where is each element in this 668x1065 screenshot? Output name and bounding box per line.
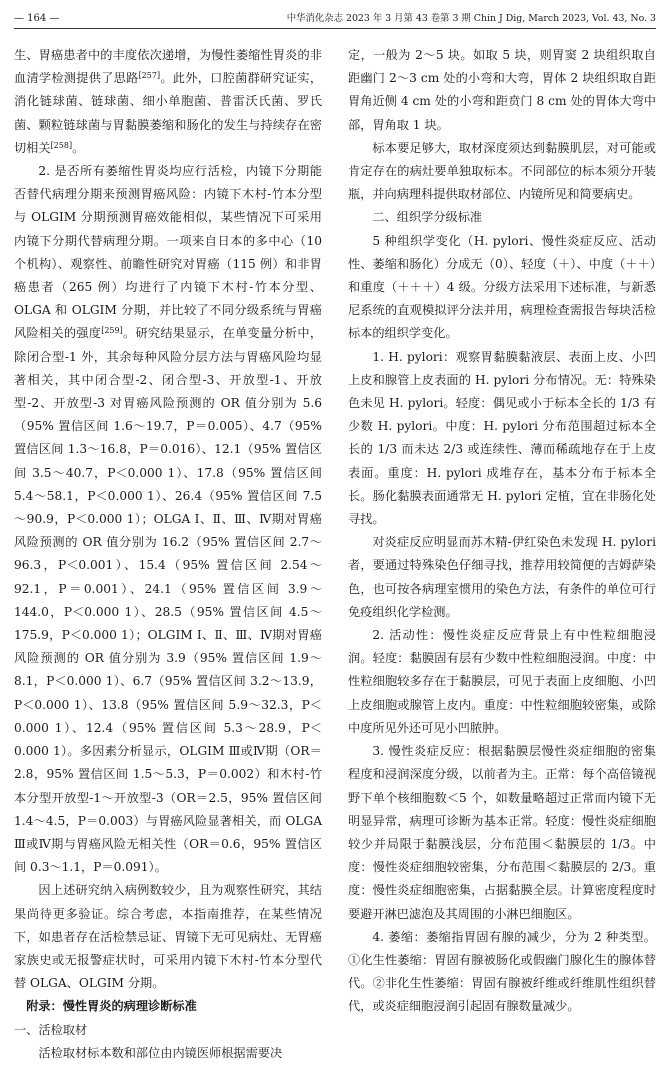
citation: [259] (101, 326, 123, 336)
journal-info: 中华消化杂志 2023 年 3 月第 43 卷第 3 期 Chin J Dig, March 2023, Vol. 43, No. 3 (286, 13, 656, 24)
paragraph: 活检取材标本数和部位由内镜医师根据需要决 (38, 1045, 283, 1060)
paragraph: 2. 是否所有萎缩性胃炎均应行活检，内镜下分期能否替代病理分期来预测胃癌风险：内镜下木村-竹本分型与 OLGIM 分期预测胃癌效能相似，某些情况下可采用内镜下分期代替病理分期。一项来自日本的多中心（10 个机构）、观察性、前瞻性研究对胃癌（115 例）和非胃癌患者（265 例）均进行了内镜下木村-竹本分型、OLGA 和 OLGIM 分期，并比较了不同分级系统与胃癌风险相关的强度[259]。研究结果显示，在单变量分析中，除闭合型-1 外，其余每种风险分层方法与胃癌风险均显著相关，其中闭合型-2、闭合型-3、开放型-1、开放型-2、开放型-3 对胃癌风险预测的 OR 值分别为 5.6（95% 置信区间 1.6～19.7，P＝0.005）、4.7（95% 置信区间 1.3～16.8，P＝0.016）、12.1（95% 置信区间 3.5～40.7，P＜0.000 1）、17.8（95% 置信区间 5.4～58.1，P＜0.000 1）、26.4（95% 置信区间 7.5～90.9，P＜0.000 1）；OLGA Ⅰ、Ⅱ、Ⅲ、Ⅳ期对胃癌风险预测的 OR 值分别为 16.2（95% 置信区间 2.7～96.3，P＜0.001）、15.4（95% 置信区间 2.54～92.1，P＝0.001）、24.1（95% 置信区间 3.9～144.0，P＜0.000 1）、28.5（95% 置信区间 4.5～175.9，P＜0.000 1）；OLGIM Ⅰ、Ⅱ、Ⅲ、Ⅳ期对胃癌风险预测的 OR 值分别为 3.9（95% 置信区间 1.9～8.1，P＜0.000 1）、6.7（95% 置信区间 3.2～13.9，P＜0.000 1）、13.8（95% 置信区间 5.9～32.3，P＜0.000 1）、12.4（95% 置信区间 5.3～28.9，P＜0.000 1）。多因素分析显示，OLGIM Ⅲ或Ⅳ期（OR＝2.8，95% 置信区间 1.5～5.3，P＝0.002）和木村-竹本分型开放型-1～开放型-3（OR＝2.5，95% 置信区间 1.4～4.5，P＝0.003）与胃癌风险显著相关，而 OLGA Ⅲ或Ⅳ期与胃癌风险无相关性（OR＝0.6，95% 置信区间 0.3～1.1，P＝0.091）。 (14, 164, 323, 875)
paragraph: 生、胃癌患者中的丰度依次递增，为慢性萎缩性胃炎的非血清学检测提供了思路[257]。此外，口腔菌群研究证实，消化链球菌、链球菌、细小单胞菌、普雷沃氏菌、罗氏菌、颗粒链球菌与胃黏膜萎缩和肠化的发生与持续存在密切相关[258]。 (14, 48, 323, 155)
paragraph: 定，一般为 2～5 块。如取 5 块，则胃窦 2 块组织取自距幽门 2～3 cm 处的小弯和大弯，胃体 2 块组织取自距胃角近侧 4 cm 处的小弯和距贲门 8 cm 处的胃体大弯中部，胃角取 1 块。 (348, 48, 656, 132)
citation: [258] (50, 140, 73, 150)
page-number: — 164 — (14, 13, 60, 24)
paragraph: 对炎症反应明显而苏木精-伊红染色未发现 H. pylori 者，要通过特殊染色仔细寻找，推荐用较简便的吉姆萨染色，也可按各病理室惯用的染色方法，有条件的单位可行免疫组织化学检测。 (348, 535, 656, 619)
paragraph: 5 种组织学变化（H. pylori、慢性炎症反应、活动性、萎缩和肠化）分成无（0）、轻度（＋）、中度（＋＋）和重度（＋＋＋）4 级。分级方法采用下述标准，与新悉尼系统的直观模拟评分法并用，病理检查需报告每块活检标本的组织学变化。 (348, 233, 656, 341)
paragraph: 2. 活动性：慢性炎症反应背景上有中性粒细胞浸润。轻度：黏膜固有层有少数中性粒细胞浸润。中度：中性粒细胞较多存在于黏膜层，可见于表面上皮细胞、小凹上皮细胞或腺管上皮内。重度：中性粒细胞较密集，或除中度所见外还可见小凹脓肿。 (348, 628, 656, 735)
citation: [257] (138, 71, 161, 81)
section-title: 一、活检取材 (14, 1022, 88, 1037)
paragraph: 1. H. pylori：观察胃黏膜黏液层、表面上皮、小凹上皮和腺管上皮表面的 H. pylori 分布情况。无：特殊染色未见 H. pylori。轻度：偶见或小于标本全长的 1/3 有少数 H. pylori。中度：H. pylori 分布范围超过标本全长的 1/3 而未达 2/3 或连续性、薄而稀疏地存在于上皮表面。重度：H. pylori 成堆存在，基本分布于标本全长。肠化黏膜表面通常无 H. pylori 定植，宜在非肠化处寻找。 (348, 349, 656, 527)
section-title: 二、组织学分级标准 (372, 210, 483, 225)
right-column (348, 44, 656, 1019)
page-header (14, 10, 656, 29)
appendix-title: 附录：慢性胃炎的病理诊断标准 (26, 999, 197, 1014)
paragraph: 4. 萎缩：萎缩指胃固有腺的减少，分为 2 种类型。①化生性萎缩：胃固有腺被肠化或假幽门腺化生的腺体替代。②非化生性萎缩：胃固有腺被纤维或纤维肌性组织替代，或炎症细胞浸润引起固有腺数量减少。 (348, 929, 656, 1014)
paragraph: 因上述研究纳入病例数较少，且为观察性研究，其结果尚待更多验证。综合考虑，本指南推荐，在某些情况下，如患者存在活检禁忌证、胃镜下无可见病灶、无胃癌家族史或无报警症状时，可采用内镜下木村-竹本分型代替 OLGA、OLGIM 分期。 (14, 883, 322, 991)
paragraph: 3. 慢性炎症反应：根据黏膜层慢性炎症细胞的密集程度和浸润深度分级，以前者为主。正常：每个高倍镜视野下单个核细胞数＜5 个，如数量略超过正常而内镜下无明显异常，病理可诊断为基本正常。轻度：慢性炎症细胞较少并局限于黏膜浅层，分布范围＜黏膜层的 1/3。中度：慢性炎症细胞较密集，分布范围＜黏膜层的 2/3。重度：慢性炎症细胞密集，占据黏膜全层。计算密度程度时要避开淋巴滤泡及其周围的小淋巴细胞区。 (348, 744, 656, 921)
left-column (14, 44, 322, 1065)
paragraph: 标本要足够大，取材深度须达到黏膜肌层，对可能或肯定存在的病灶要单独取标本。不同部位的标本须分开装瓶，并向病理科提供取材部位、内镜所见和简要病史。 (348, 140, 656, 202)
